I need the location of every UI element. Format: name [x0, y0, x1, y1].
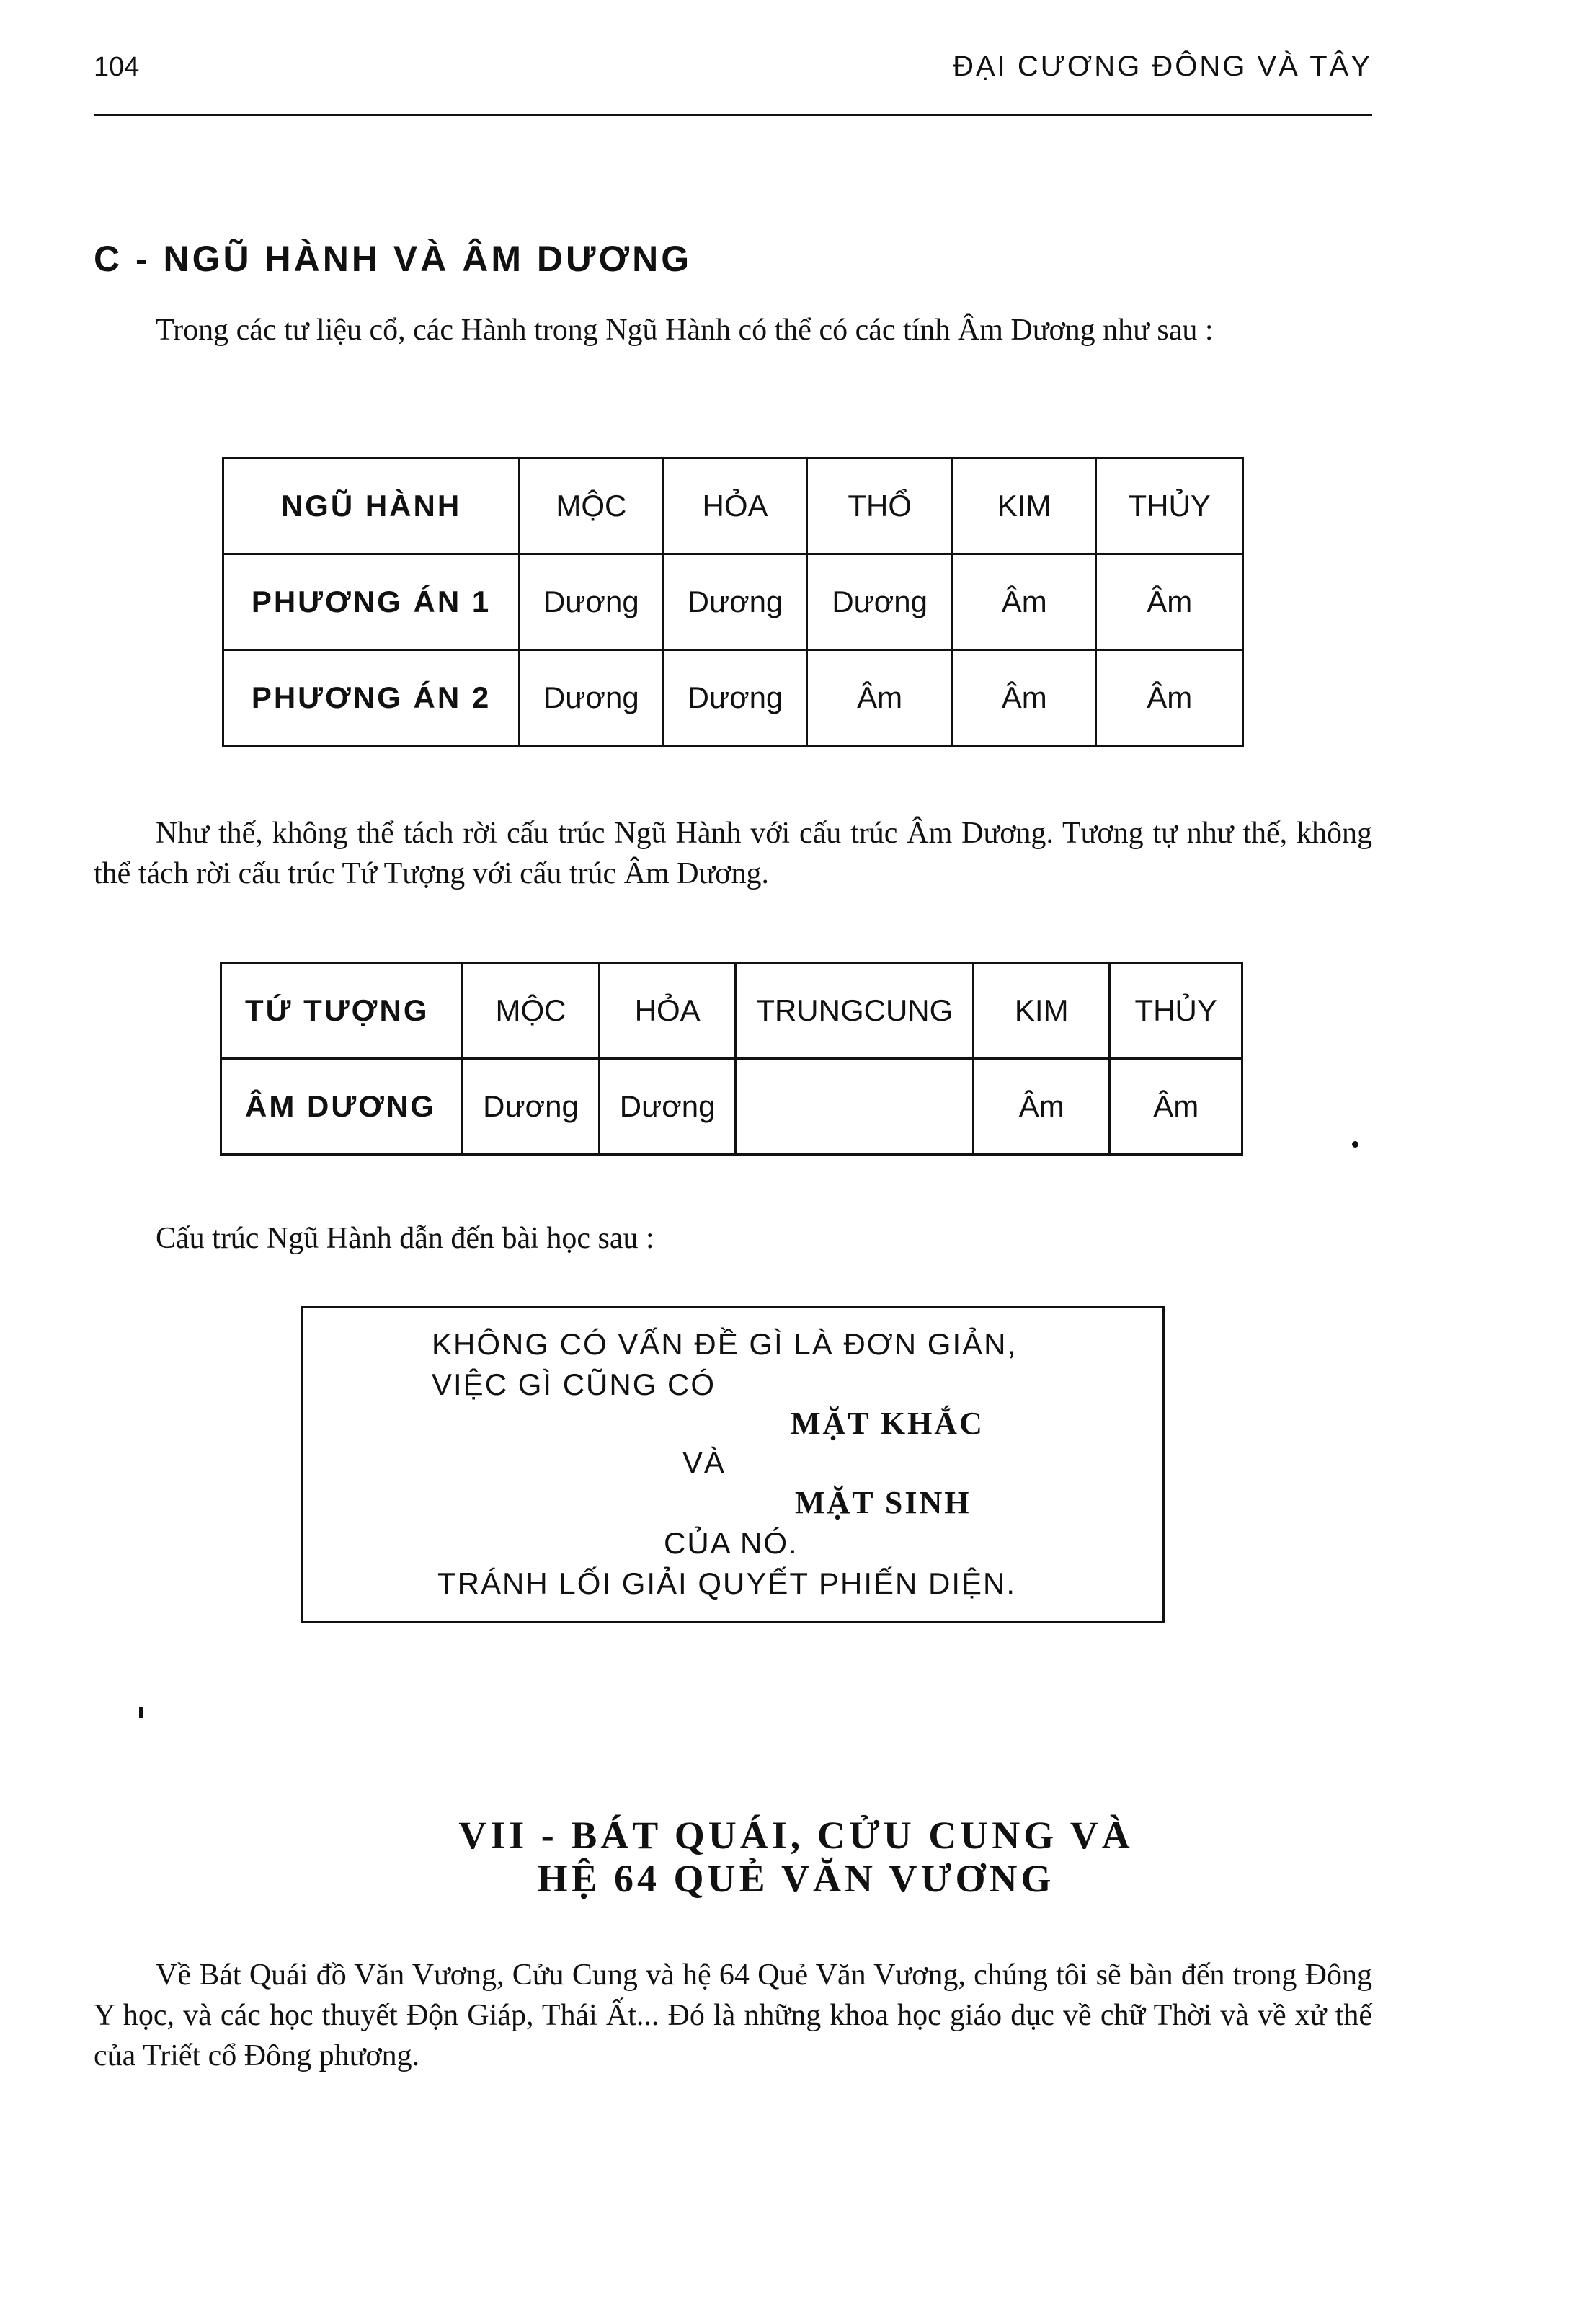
table-cell: TỨ TƯỢNG — [221, 963, 463, 1059]
page-number: 104 — [94, 52, 140, 82]
lesson-line: VÀ — [682, 1445, 726, 1479]
lesson-emphasis-line: MẶT KHẮC — [791, 1406, 984, 1441]
lesson-line: TRÁNH LỐI GIẢI QUYẾT PHIẾN DIỆN. — [437, 1566, 1017, 1600]
table-row — [223, 650, 1243, 746]
lesson-box — [301, 1306, 1165, 1623]
section-vii-paragraph: Về Bát Quái đồ Văn Vương, Cửu Cung và hệ 64 Quẻ Văn Vương, chúng tôi sẽ bàn đến trong Đông Y học, và các học thuyết Độn Giáp, Thái Ất... Đó là những khoa học giáo dục về chữ Thời và về xử thế của Triết cổ Đông phương. — [94, 1959, 1372, 2072]
table-header-row — [223, 458, 1243, 554]
section-vii-heading-line-1: VII - BÁT QUÁI, CỬU CUNG VÀ — [458, 1814, 1134, 1857]
table-cell — [736, 1059, 974, 1155]
tu-tuong-table — [220, 962, 1243, 1156]
table-cell: Dương — [520, 554, 664, 650]
table-cell: Dương — [463, 1059, 600, 1155]
section-c-intro-paragraph: Trong các tư liệu cổ, các Hành trong Ngũ Hành có thể có các tính Âm Dương như sau : — [156, 314, 1214, 347]
lesson-line: VIỆC GÌ CŨNG CÓ — [432, 1367, 716, 1401]
table-cell: MỘC — [463, 963, 600, 1059]
middle-paragraph: Như thế, không thể tách rời cấu trúc Ngũ Hành với cấu trúc Âm Dương. Tương tự như thế, không thể tách rời cấu trúc Tứ Tượng với cấu trúc Âm Dương. — [94, 817, 1372, 890]
ngu-hanh-table — [222, 457, 1244, 747]
section-vii-heading-line-2: HỆ 64 QUẺ VĂN VƯƠNG — [537, 1857, 1055, 1900]
stray-tick-mark — [139, 1707, 143, 1718]
table-cell: NGŨ HÀNH — [223, 458, 520, 554]
table-cell: THỔ — [807, 458, 953, 554]
lesson-line: CỦA NÓ. — [664, 1526, 799, 1560]
running-header-title: ĐẠI CƯƠNG ĐÔNG VÀ TÂY — [953, 50, 1372, 82]
table-cell: THỦY — [1110, 963, 1242, 1059]
table-cell: KIM — [974, 963, 1110, 1059]
table-header-row — [221, 963, 1242, 1059]
section-c-heading: C - NGŨ HÀNH VÀ ÂM DƯƠNG — [94, 239, 693, 279]
table-cell: PHƯƠNG ÁN 2 — [223, 650, 520, 746]
table-cell: THỦY — [1096, 458, 1243, 554]
table-row — [221, 1059, 1242, 1155]
table-cell: Dương — [520, 650, 664, 746]
table-cell: ÂM DƯƠNG — [221, 1059, 463, 1155]
table-cell: Dương — [663, 650, 807, 746]
table-cell: Âm — [953, 554, 1096, 650]
table-row — [223, 554, 1243, 650]
table-cell: MỘC — [520, 458, 664, 554]
table-cell: Âm — [953, 650, 1096, 746]
table-cell: PHƯƠNG ÁN 1 — [223, 554, 520, 650]
table-cell: Dương — [599, 1059, 736, 1155]
lesson-intro-text: Cấu trúc Ngũ Hành dẫn đến bài học sau : — [156, 1222, 654, 1255]
stray-dot-mark — [1352, 1141, 1358, 1148]
lesson-emphasis-line: MẶT SINH — [795, 1485, 971, 1520]
table-cell: KIM — [953, 458, 1096, 554]
table-cell: Dương — [663, 554, 807, 650]
header-divider — [94, 114, 1372, 116]
table-cell: Âm — [807, 650, 953, 746]
table-cell: TRUNGCUNG — [736, 963, 974, 1059]
table-cell: Âm — [1096, 554, 1243, 650]
table-cell: Âm — [1096, 650, 1243, 746]
table-cell: HỎA — [599, 963, 736, 1059]
table-cell: HỎA — [663, 458, 807, 554]
table-cell: Dương — [807, 554, 953, 650]
table-cell: Âm — [974, 1059, 1110, 1155]
lesson-line: KHÔNG CÓ VẤN ĐỀ GÌ LÀ ĐƠN GIẢN, — [432, 1327, 1018, 1361]
table-cell: Âm — [1110, 1059, 1242, 1155]
